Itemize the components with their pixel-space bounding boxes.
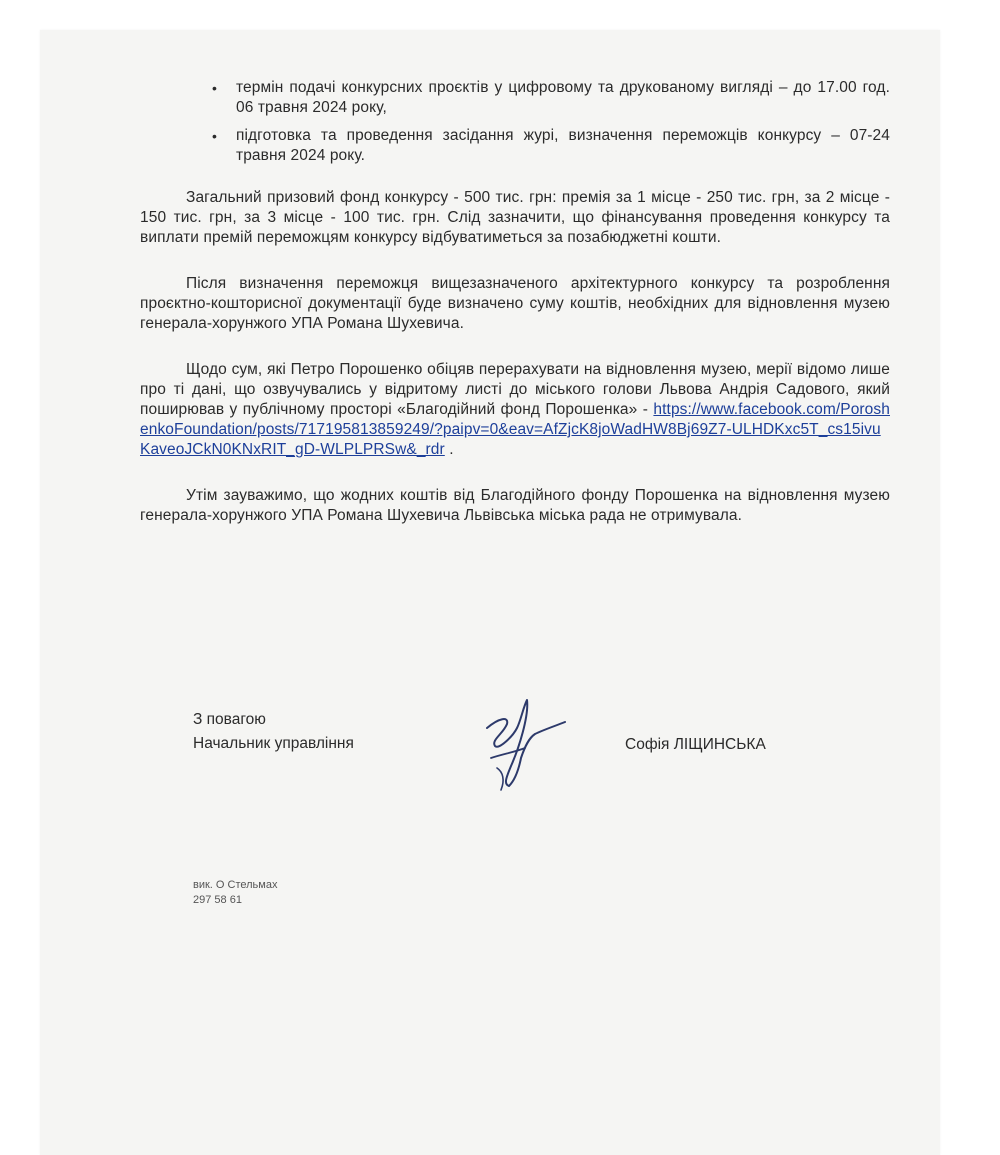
closing-text: З повагою [193, 711, 266, 728]
paragraph-prize-fund: Загальний призовий фонд конкурсу - 500 тис. грн: премія за 1 місце - 250 тис. грн, за 2 місце - 150 тис. грн, за 3 місце - 100 тис. грн. Слід зазначити, що фінансування проведення конкурсу та виплати премій переможцям конкурсу відбуватиметься за позабюджетні кошти. [140, 189, 890, 246]
signature-left [193, 708, 354, 756]
paragraph-sums [140, 360, 890, 460]
schedule-item-submission: • термін подачі конкурсних проєктів у цифровому та друкованому вигляді – до 17.00 год. 06 травня 2024 року, [236, 78, 890, 118]
paragraph-after-winner: Після визначення переможця вищезазначеного архітектурного конкурсу та розроблення проєктно-кошторисної документації буде визначено суму коштів, необхідних для відновлення музею генерала-хорунжого УПА Романа Шухевича. [140, 275, 890, 332]
position-text: Начальник управління [193, 735, 354, 752]
handwritten-signature [469, 688, 569, 798]
signature-block [193, 708, 833, 808]
schedule-list [140, 78, 890, 166]
facebook-post-link[interactable]: https://www.facebook.com/PoroshenkoFoundation/posts/717195813859249/?paipv=0&eav=AfZjcK8joWadHW8Bj69Z7-ULHDKxc5T_cs15ivuKaveoJCkN0KNxRIT_gD-WLPLPRSw&_rdr [140, 401, 890, 458]
paragraph-sums-text: Щодо сум, які Петро Порошенко обіцяв перерахувати на відновлення музею, мерії відомо лише про ті дані, що озвучувались у відритому листі до міського голови Львова Андрія Садового, який поширював у публічному просторі «Благодійний фонд Порошенка» - [140, 361, 890, 418]
schedule-item-jury: • підготовка та проведення засідання журі, визначення переможців конкурсу – 07-24 травня 2024 року. [236, 126, 890, 166]
document-body [140, 78, 890, 552]
executor-name: вик. О Стельмах [193, 879, 278, 891]
signatory-name: Софія ЛІЩИНСЬКА [625, 736, 766, 753]
executor-phone: 297 58 61 [193, 894, 242, 906]
paragraph-no-funds: Утім зауважимо, що жодних коштів від Благодійного фонду Порошенка на відновлення музею генерала-хорунжого УПА Романа Шухевича Львівська міська рада не отримувала. [140, 487, 890, 524]
paragraph-sums-tail: . [449, 441, 454, 458]
executor-info [193, 878, 277, 908]
